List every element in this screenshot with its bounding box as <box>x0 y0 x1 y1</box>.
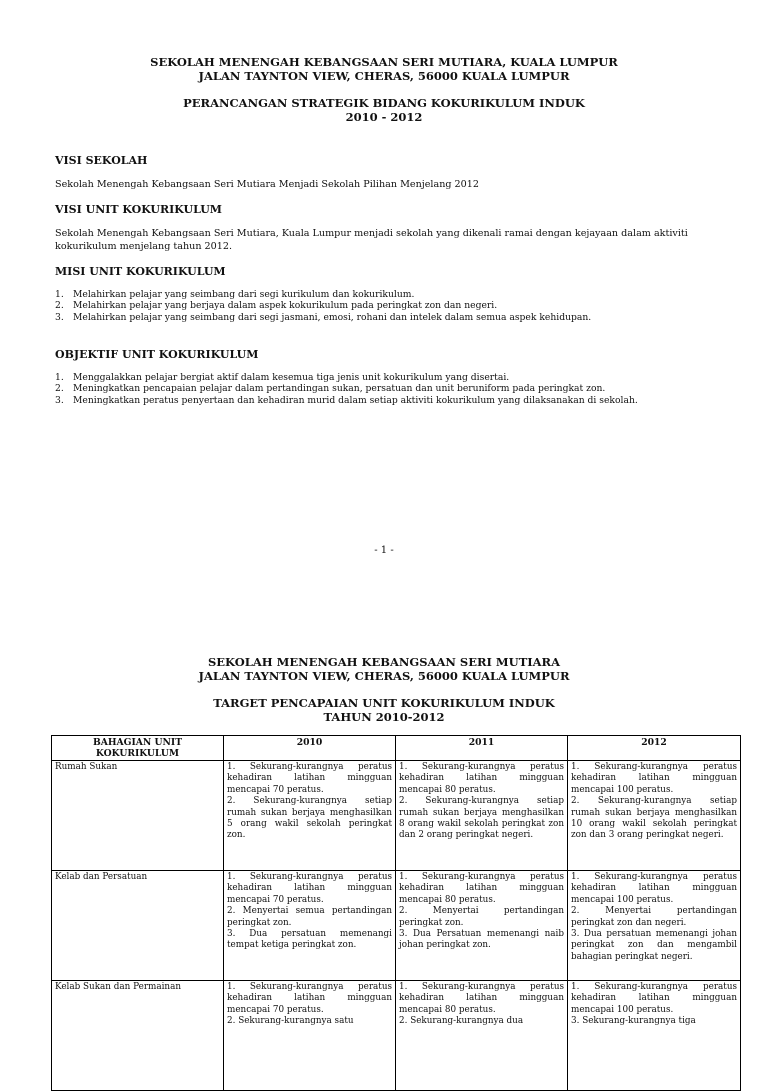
category-cell: Rumah Sukan <box>52 761 224 871</box>
column-header: BAHAGIAN UNIT KOKURIKULUM <box>52 736 224 761</box>
list-item: 3. Melahirkan pelajar yang seimbang dari segi jasmani, emosi, rohani dan intelek dalam semua aspek kehidupan. <box>55 311 592 323</box>
target-cell: 1. Sekurang-kurangnya peratus kehadiran latihan mingguan mencapai 70 peratus. 2. Sekurang-kurangnya satu <box>224 981 396 1091</box>
table-row <box>52 761 741 871</box>
visi-unit-text: Sekolah Menengah Kebangsaan Seri Mutiara, Kuala Lumpur menjadi sekolah yang dikenali ramai dengan kejayaan dalam aktiviti kokurikulum menjelang tahun 2012. <box>55 228 688 252</box>
category-cell: Kelab dan Persatuan <box>52 871 224 981</box>
target-cell: 1. Sekurang-kurangnya peratus kehadiran latihan mingguan mencapai 100 peratus. 2. Sekurang-kurangnya setiap rumah sukan berjaya menghasilkan 10 orang wakil sekolah peringkat zon dan 3 orang peringkat negeri. <box>568 761 741 871</box>
target-table <box>51 735 741 1091</box>
school-address: JALAN TAYNTON VIEW, CHERAS, 56000 KUALA LUMPUR <box>198 669 570 683</box>
page-1-header <box>0 55 768 124</box>
misi-heading: MISI UNIT KOKURIKULUM <box>55 265 226 278</box>
list-item: 3. Meningkatkan peratus penyertaan dan kehadiran murid dalam setiap aktiviti kokurikulum yang dilaksanakan di sekolah. <box>55 394 638 406</box>
page-number: - 1 - <box>374 545 394 556</box>
list-item: 1. Melahirkan pelajar yang seimbang dari segi kurikulum dan kokurikulum. <box>55 289 415 300</box>
visi-sekolah-heading: VISI SEKOLAH <box>55 154 148 167</box>
misi-list <box>55 289 715 323</box>
objektif-list <box>55 372 715 406</box>
table-header-row <box>52 736 741 761</box>
school-name: SEKOLAH MENENGAH KEBANGSAAN SERI MUTIARA, KUALA LUMPUR <box>150 55 618 69</box>
table-row <box>52 871 741 981</box>
target-cell: 1. Sekurang-kurangnya peratus kehadiran latihan mingguan mencapai 80 peratus. 2. Sekurang-kurangnya setiap rumah sukan berjaya menghasilkan 8 orang wakil sekolah peringkat zon dan 2 orang peringkat negeri. <box>396 761 568 871</box>
list-item: 2. Meningkatkan pencapaian pelajar dalam pertandingan sukan, persatuan dan unit beruniform pada peringkat zon. <box>55 383 606 395</box>
document-title: PERANCANGAN STRATEGIK BIDANG KOKURIKULUM INDUK <box>183 96 585 110</box>
target-cell: 1. Sekurang-kurangnya peratus kehadiran latihan mingguan mencapai 70 peratus. 2. Sekurang-kurangnya setiap rumah sukan berjaya menghasilkan 5 orang wakil sekolah peringkat zon. <box>224 761 396 871</box>
school-address: JALAN TAYNTON VIEW, CHERAS, 56000 KUALA LUMPUR <box>198 69 570 83</box>
page-2-header <box>0 655 768 724</box>
column-header: 2012 <box>568 736 741 761</box>
target-cell: 1. Sekurang-kurangnya peratus kehadiran latihan mingguan mencapai 80 peratus. 2. Sekurang-kurangnya dua <box>396 981 568 1091</box>
document-period: 2010 - 2012 <box>345 110 423 124</box>
visi-unit-heading: VISI UNIT KOKURIKULUM <box>55 203 222 216</box>
list-item: 2. Melahirkan pelajar yang berjaya dalam aspek kokurikulum pada peringkat zon dan negeri. <box>55 300 498 312</box>
target-cell: 1. Sekurang-kurangnya peratus kehadiran latihan mingguan mencapai 100 peratus. 3. Sekurang-kurangnya tiga <box>568 981 741 1091</box>
table-row <box>52 981 741 1091</box>
target-cell: 1. Sekurang-kurangnya peratus kehadiran latihan mingguan mencapai 100 peratus. 2. Menyertai pertandingan peringkat zon dan negeri. 3. Dua persatuan memenangi johan peringkat zon dan mengambil bahagian peringkat negeri. <box>568 871 741 981</box>
column-header: 2011 <box>396 736 568 761</box>
target-cell: 1. Sekurang-kurangnya peratus kehadiran latihan mingguan mencapai 70 peratus. 2. Menyertai semua pertandingan peringkat zon. 3. Dua persatuan memenangi tempat ketiga peringkat zon. <box>224 871 396 981</box>
objektif-heading: OBJEKTIF UNIT KOKURIKULUM <box>55 348 259 361</box>
document-period: TAHUN 2010-2012 <box>323 710 445 724</box>
column-header: 2010 <box>224 736 396 761</box>
target-cell: 1. Sekurang-kurangnya peratus kehadiran latihan mingguan mencapai 80 peratus. 2. Menyertai pertandingan peringkat zon. 3. Dua Persatuan memenangi naib johan peringkat zon. <box>396 871 568 981</box>
school-name: SEKOLAH MENENGAH KEBANGSAAN SERI MUTIARA <box>207 655 561 669</box>
category-cell: Kelab Sukan dan Permainan <box>52 981 224 1091</box>
list-item: 1. Menggalakkan pelajar bergiat aktif dalam kesemua tiga jenis unit kokurikulum yang disertai. <box>55 372 510 383</box>
document-title: TARGET PENCAPAIAN UNIT KOKURIKULUM INDUK <box>213 696 555 710</box>
visi-sekolah-text: Sekolah Menengah Kebangsaan Seri Mutiara Menjadi Sekolah Pilihan Menjelang 2012 <box>55 179 479 190</box>
